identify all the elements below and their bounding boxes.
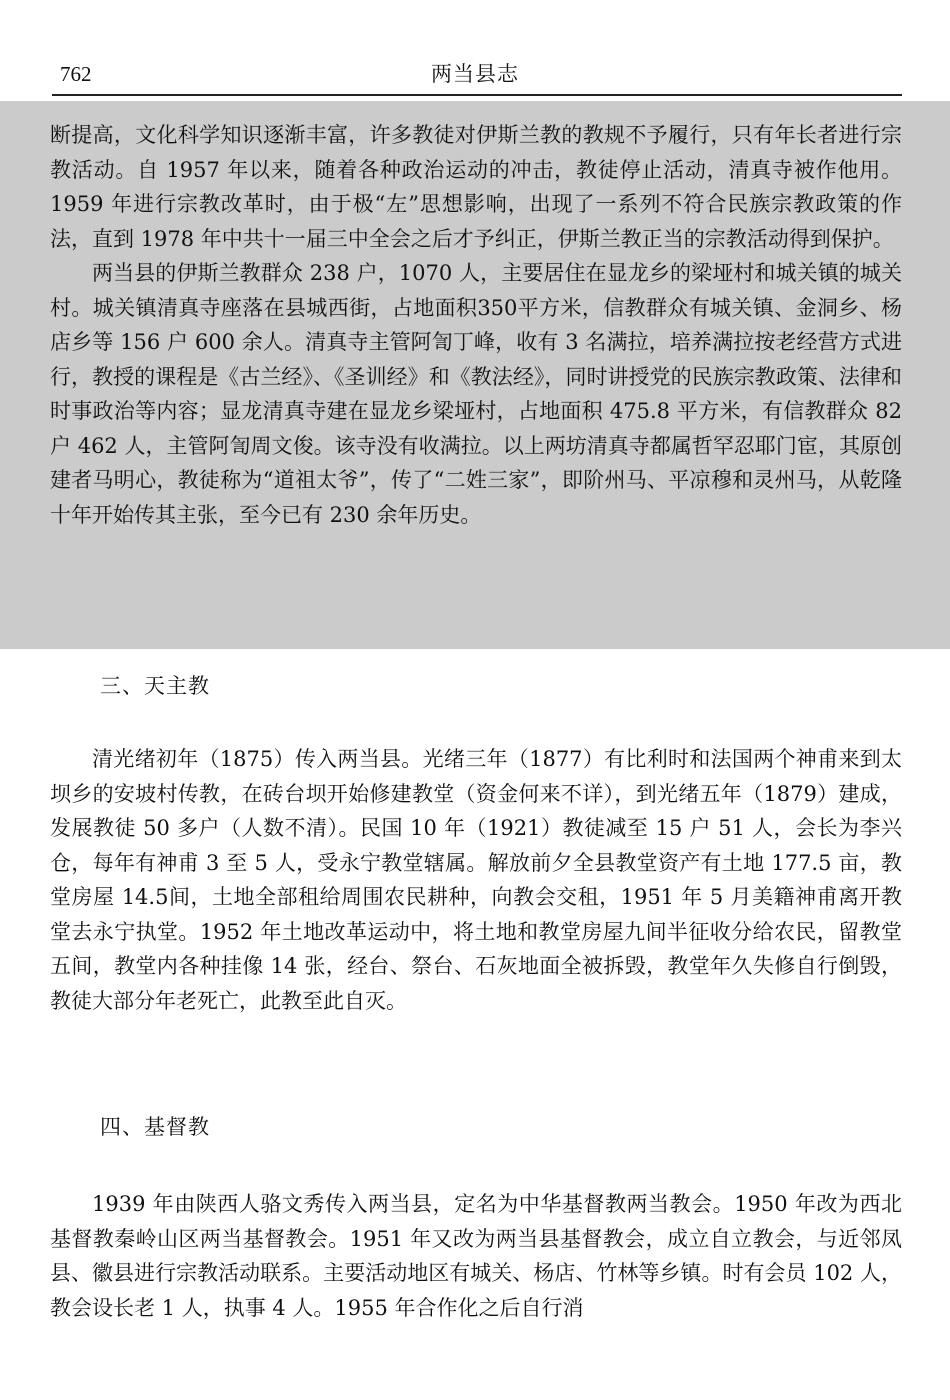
islam-paragraph-mosques: 两当县的伊斯兰教群众 238 户，1070 人，主要居住在显龙乡的梁垭村和城关镇的城关村。城关镇清真寺座落在县城西街，占地面积350平方米，信教群众有城关镇、金洞乡、杨店乡等 156 户 600 余人。清真寺主管阿訇丁峰，收有 3 名满拉，培养满拉按老经营方式进行，教授的课程是《古兰经》、《圣训经》和《教法经》，同时讲授党的民族宗教政策、法律和时事政治等内容；显龙清真寺建在显龙乡梁垭村，占地面积 475.8 平方米，有信教群众 82 户 462 人，主管阿訇周文俊。该寺没有收满拉。以上两坊清真寺都属哲罕忍耶门宦，其原创建者马明心，教徒称为“道祖太爷”，传了“二姓三家”，即阶州马、平凉穆和灵州马，从乾隆十年开始传其主张，至今已有 230 余年历史。 xyxy=(50,261,902,527)
highlighted-text-block xyxy=(50,118,902,532)
catholicism-paragraph: 清光绪初年（1875）传入两当县。光绪三年（1877）有比利时和法国两个神甫来到太坝乡的安坡村传教，在砖台坝开始修建教堂（资金何来不详），到光绪五年（1879）建成，发展教徒 50 多户（人数不清）。民国 10 年（1921）教徒减至 15 户 51 人，会长为李兴仓，每年有神甫 3 至 5 人，受永宁教堂辖属。解放前夕全县教堂资产有土地 177.5 亩，教堂房屋 14.5间，土地全部租给周围农民耕种，向教会交租，1951 年 5 月美籍神甫离开教堂去永宁执堂。1952 年土地改革运动中，将土地和教堂房屋九间半征收分给农民，留教堂五间，教堂内各种挂像 14 张，经台、祭台、石灰地面全被拆毁，教堂年久失修自行倒毁，教徒大部分年老死亡，此教至此自灭。 xyxy=(50,747,902,1013)
islam-paragraph-continued: 断提高，文化科学知识逐渐丰富，许多教徒对伊斯兰教的教规不予履行，只有年长者进行宗教活动。自 1957 年以来，随着各种政治运动的冲击，教徒停止活动，清真寺被作他用。1959 年进行宗教改革时，由于极“左”思想影响，出现了一系列不符合民族宗教政策的作法，直到 1978 年中共十一届三中全会之后才予纠正，伊斯兰教正当的宗教活动得到保护。 xyxy=(50,123,902,251)
header-rule xyxy=(52,94,902,96)
page-number: 762 xyxy=(60,62,92,86)
section-heading-catholicism: 三、天主教 xyxy=(100,674,210,698)
running-title: 两当县志 xyxy=(431,62,519,86)
catholicism-text-block xyxy=(50,742,902,1018)
section-heading-christianity: 四、基督教 xyxy=(100,1115,210,1139)
christianity-text-block xyxy=(50,1187,902,1325)
christianity-paragraph: 1939 年由陕西人骆文秀传入两当县，定名为中华基督教两当教会。1950 年改为西北基督教秦岭山区两当基督教会。1951 年又改为两当县基督教会，成立自立教会，与近邻凤县、徽县进行宗教活动联系。主要活动地区有城关、杨店、竹林等乡镇。时有会员 102 人，教会设长老 1 人，执事 4 人。1955 年合作化之后自行消 xyxy=(50,1192,902,1320)
